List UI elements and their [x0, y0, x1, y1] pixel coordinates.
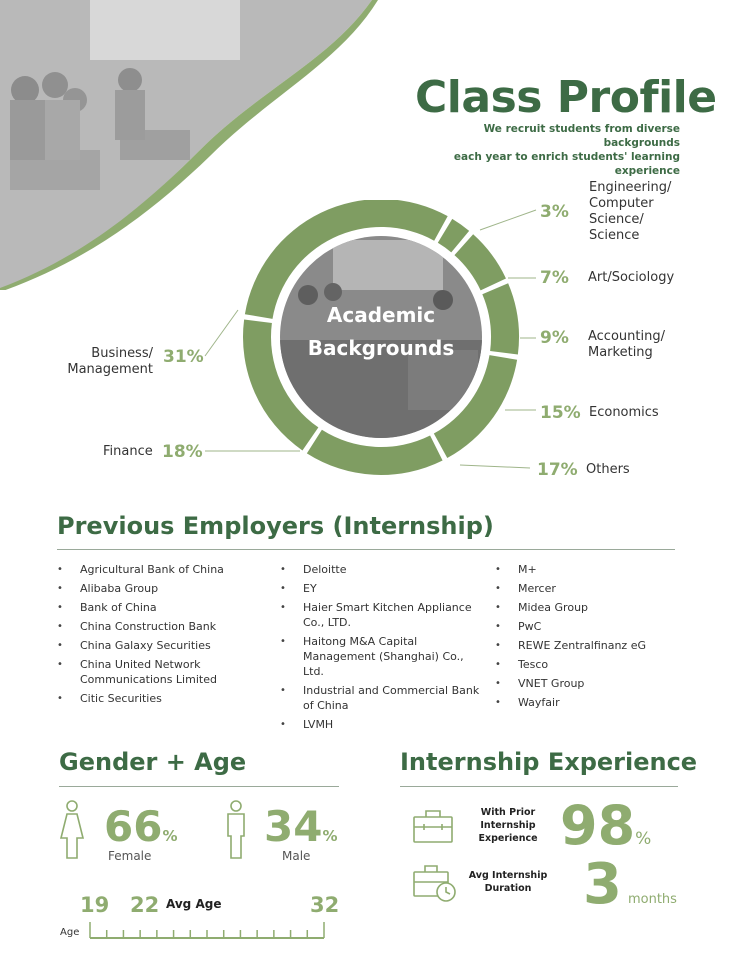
employer-item: • Wayfair	[495, 695, 675, 710]
donut-center-line2: Backgrounds	[307, 336, 455, 360]
duration-value: 3	[583, 852, 622, 917]
employer-item: • Alibaba Group	[57, 581, 257, 596]
label-line: Marketing	[588, 345, 653, 360]
label-line: Engineering/	[589, 180, 672, 195]
prior-pct-unit: %	[635, 829, 652, 849]
female-label: Female	[108, 849, 152, 863]
female-icon	[58, 800, 86, 860]
male-label: Male	[282, 849, 311, 863]
label-line: Computer	[589, 196, 654, 211]
employer-item: • China Construction Bank	[57, 619, 257, 634]
employer-item: • Bank of China	[57, 600, 257, 615]
employer-item: • M+	[495, 562, 675, 577]
employer-item: • PwC	[495, 619, 675, 634]
employer-item: • Midea Group	[495, 600, 675, 615]
employer-item: • Tesco	[495, 657, 675, 672]
briefcase-icon	[412, 808, 454, 844]
pct-accounting: 9%	[540, 328, 569, 348]
prior-internship-label: With Prior Internship Experience	[478, 807, 538, 844]
pct-economics: 15%	[540, 403, 581, 423]
avg-duration-label: Avg Internship Duration	[468, 870, 548, 894]
male-icon	[222, 800, 250, 860]
label-accounting	[588, 329, 665, 361]
pct-business: 31%	[163, 347, 204, 367]
female-pct-unit: %	[162, 827, 178, 845]
female-pct-value: 66	[104, 802, 163, 851]
prior-pct-value: 98	[560, 794, 636, 857]
employer-item: • Haitong M&A Capital Management (Shanghai) Co., Ltd.	[280, 634, 480, 679]
employers-col-2	[280, 562, 480, 736]
label-art: Art/Sociology	[588, 270, 675, 285]
page-title: Class Profile	[415, 72, 717, 123]
male-pct-value: 34	[264, 802, 323, 851]
label-line: Business/	[91, 346, 153, 361]
pct-finance: 18%	[162, 442, 203, 462]
gender-age-divider	[59, 786, 339, 787]
pct-engineering: 3%	[540, 202, 569, 222]
employer-item: • China Galaxy Securities	[57, 638, 257, 653]
avg-age-label: Avg Age	[166, 897, 222, 911]
label-others: Others	[586, 462, 630, 477]
gender-age-title: Gender + Age	[59, 748, 247, 776]
donut-center-line1: Academic	[326, 303, 436, 327]
employer-item: • REWE Zentralfinanz eG	[495, 638, 675, 653]
employer-item: • Deloitte	[280, 562, 480, 577]
employer-item: • VNET Group	[495, 676, 675, 691]
subtitle-line: each year to enrich students' learning experience	[453, 151, 680, 177]
employer-item: • Mercer	[495, 581, 675, 596]
internship-divider	[400, 786, 678, 787]
label-finance: Finance	[103, 444, 153, 459]
avg-duration	[583, 852, 677, 917]
label-line: Management	[67, 362, 153, 377]
duration-unit: months	[627, 892, 677, 907]
label-business	[66, 346, 153, 378]
age-max: 32	[310, 893, 340, 917]
employers-title: Previous Employers (Internship)	[57, 512, 494, 540]
briefcase-clock-icon	[412, 862, 458, 904]
label-engineering	[589, 180, 671, 244]
label-line: Science	[589, 228, 640, 243]
employers-divider	[57, 549, 675, 550]
age-min: 19	[80, 893, 110, 917]
prior-internship-pct	[560, 794, 651, 857]
employer-item: • EY	[280, 581, 480, 596]
male-pct-unit: %	[322, 827, 338, 845]
employer-item: • Haier Smart Kitchen Appliance Co., LTD.	[280, 600, 480, 630]
employer-item: • LVMH	[280, 717, 480, 732]
employers-col-3	[495, 562, 675, 714]
label-line: Accounting/	[588, 329, 665, 344]
internship-title: Internship Experience	[400, 748, 698, 776]
employer-item: • China United Network Communications Limited	[57, 657, 257, 687]
label-line: Science/	[589, 212, 644, 227]
employer-item: • Industrial and Commercial Bank of China	[280, 683, 480, 713]
employers-col-1	[57, 562, 257, 710]
age-avg: 22	[130, 893, 160, 917]
employer-item: • Agricultural Bank of China	[57, 562, 257, 577]
pct-others: 17%	[537, 460, 578, 480]
employer-item: • Citic Securities	[57, 691, 257, 706]
label-economics: Economics	[589, 405, 659, 420]
subtitle-line: We recruit students from diverse backgrounds	[483, 123, 680, 149]
age-axis	[88, 918, 328, 942]
age-axis-label: Age	[60, 927, 80, 938]
pct-art: 7%	[540, 268, 569, 288]
